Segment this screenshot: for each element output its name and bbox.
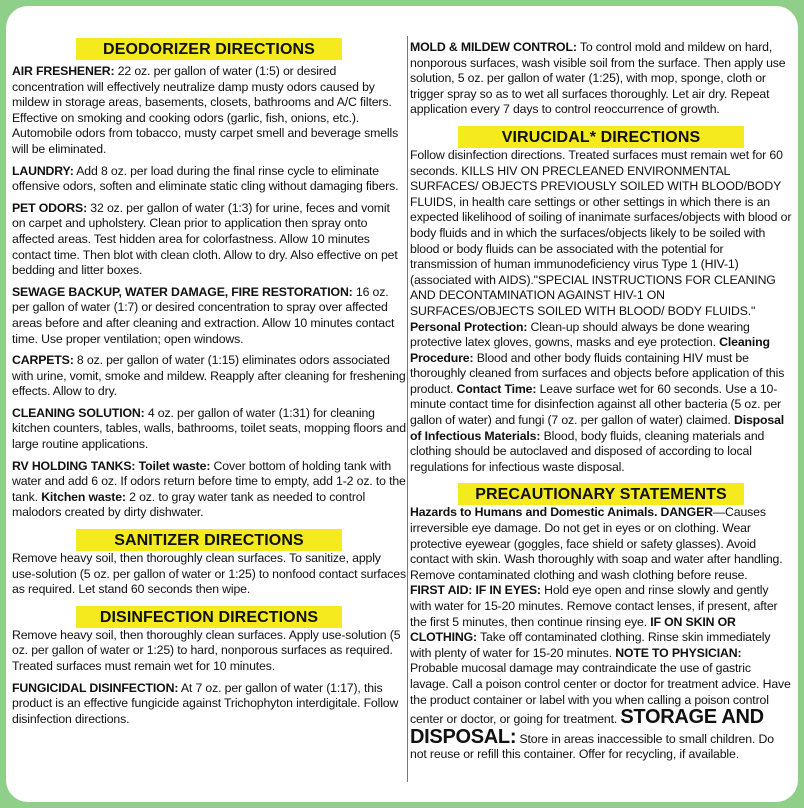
mold-mildew-label: MOLD & MILDEW CONTROL: xyxy=(410,40,577,54)
sewage-text: 16 oz. per gallon of water (1:7) or desired concentration to spray over affected areas before and after cleaning and extraction. Allow 10 minutes contact time. Use proper ventilation; open windows. xyxy=(12,284,395,346)
rv-kitchen-text: 2 oz. to gray water tank as needed to control malodors created by dirty dishwater. xyxy=(12,489,366,520)
first-aid-label: FIRST AID: IF IN EYES: xyxy=(410,583,541,598)
laundry-label: LAUNDRY: xyxy=(12,163,74,178)
contact-time-label: Contact Time: xyxy=(456,381,537,396)
cleaning-solution-paragraph xyxy=(12,406,406,453)
laundry-paragraph xyxy=(12,164,406,195)
sewage-label: SEWAGE BACKUP, WATER DAMAGE, FIRE RESTORATION: xyxy=(12,284,353,299)
contact-time-text: Leave surface wet for 60 seconds. Use a 10-minute contact time for disinfection against all other bacteria (5 oz. per gallon of water) and fungi (7 oz. per gallon of water) claimed. xyxy=(410,381,781,428)
disposal-label: Disposal of Infectious Materials: xyxy=(410,413,785,443)
left-column xyxy=(12,6,406,802)
cleaning-solution-text: 4 oz. per gallon of water (1:31) for cleaning kitchen counters, tables, walls, bathrooms, toilet seats, mopping floors and large routine applications. xyxy=(12,405,406,452)
precautionary-paragraph xyxy=(410,505,792,583)
rv-tanks-text: Cover bottom of holding tank with water and add 6 oz. If odors return before time to empty, add 1-2 oz. to the tank. xyxy=(12,458,406,504)
disinfection-paragraph: Remove heavy soil, then thoroughly clean surfaces. Apply use-solution (5 oz. per gallon of water or 1:25) to hard, nonporous surfaces as required. Treated surfaces must remain wet for 10 minutes. xyxy=(12,627,401,673)
sanitizer-paragraph: Remove heavy soil, then thoroughly clean surfaces. To sanitize, apply use-solution (5 oz. per gallon of water or 1:25) to nonfood contact surfaces as required. Let stand 60 seconds then wipe. xyxy=(12,551,406,597)
disinfection-header: DISINFECTION DIRECTIONS xyxy=(76,606,342,628)
air-freshener-paragraph xyxy=(12,64,406,158)
hazards-label: Hazards to Humans and Domestic Animals. DANGER xyxy=(410,505,713,520)
rv-tanks-label: RV HOLDING TANKS: Toilet waste: xyxy=(12,458,211,473)
laundry-text: Add 8 oz. per load during the final rinse cycle to eliminate offensive odors, soften and eliminate static cling without damaging fibers. xyxy=(12,163,399,194)
carpets-text: 8 oz. per gallon of water (1:15) eliminates odors associated with urine, vomit, smoke and mildew. Reapply after cleaning for freshening effects. Allow to dry. xyxy=(12,353,406,399)
precautionary-header: PRECAUTIONARY STATEMENTS xyxy=(458,483,744,505)
personal-protection-label: Personal Protection: xyxy=(410,319,528,334)
physician-text: Probable mucosal damage may contraindicate the use of gastric lavage. Call a poison control center or doctor for treatment advice. Have the product container or label with you when calling a poison control center or doctor, or going for treatment. xyxy=(410,661,791,727)
storage-disposal-label: STORAGE AND DISPOSAL: xyxy=(410,706,764,748)
cleaning-procedure-label: Cleaning Procedure: xyxy=(410,335,770,365)
carpets-paragraph xyxy=(12,353,406,400)
air-freshener-label: AIR FRESHENER: xyxy=(12,64,115,78)
virucidal-header: VIRUCIDAL* DIRECTIONS xyxy=(458,126,744,148)
rv-tanks-paragraph xyxy=(12,459,406,521)
pet-odors-text: 32 oz. per gallon of water (1:3) for urine, feces and vomit on carpet and upholstery. Clean prior to application then spray onto affected areas. Test hidden area for colorfastness. Allow 10 minutes contact time. Then blot with clean cloth. Allow to dry. Also effective on pet bedding and litter boxes. xyxy=(12,200,398,278)
disposal-text: Blood, body fluids, cleaning materials and clothing should be autoclaved and disposed of according to local regulations for infectious waste disposal. xyxy=(410,428,765,474)
fungicidal-text: At 7 oz. per gallon of water (1:17), this product is an effective fungicide against Trichophyton interdigitale. Follow disinfection directions. xyxy=(12,680,399,726)
virucidal-text: Follow disinfection directions. Treated surfaces must remain wet for 60 seconds. KILLS HIV ON PRECLEANED ENVIRONMENTAL SURFACES/ OBJECTS PREVIOUSLY SOILED WITH BLOOD/BODY FLUIDS, in health care settings or other settings in which there is an expected likelihood of soiling of inanimate surfaces/objects with blood or body fluids and in which the surfaces/objects likely to be soiled with blood or body fluids can be associated with the potential for transmission of human immunodeficiency virus Type 1 (HIV-1)(associated with AIDS)."SPECIAL INSTRUCTIONS FOR CLEANING AND DECONTAMINATION AGAINST HIV-1 ON SURFACES/OBJECTS SOILED WITH BLOOD/ BODY FLUIDS." xyxy=(410,147,792,318)
cleaning-procedure-text: Blood and other body fluids containing HIV must be thoroughly cleaned from surfaces and objects before application of this product. xyxy=(410,350,785,396)
personal-protection-text: Clean-up should always be done wearing protective latex gloves, gowns, masks and eye protection. xyxy=(410,319,750,350)
mold-mildew-paragraph xyxy=(410,40,792,118)
rv-kitchen-label: Kitchen waste: xyxy=(41,489,126,504)
carpets-label: CARPETS: xyxy=(12,353,74,368)
physician-label: NOTE TO PHYSICIAN: xyxy=(615,645,742,660)
sewage-paragraph xyxy=(12,285,406,347)
label-panel xyxy=(6,6,798,802)
virucidal-paragraph xyxy=(410,148,792,475)
first-aid-text: Hold eye open and rinse slowly and gently with water for 15-20 minutes. Remove contact lenses, if present, after the first 5 minutes, then continue rinsing eye. xyxy=(410,583,778,629)
first-aid-paragraph xyxy=(410,583,792,763)
storage-disposal-text: Store in areas inaccessible to small children. Do not reuse or refill this container. Offer for recycling, if available. xyxy=(410,731,774,762)
skin-label: IF ON SKIN OR CLOTHING: xyxy=(410,614,736,645)
skin-text: Take off contaminated clothing. Rinse skin immediately with plenty of water for 15-20 minutes. xyxy=(410,630,771,660)
air-freshener-text: 22 oz. per gallon of water (1:5) or desired concentration will effectively neutralize damp musty odors caused by mildew in storage areas, basements, closets, bathrooms and A/C filters. Effective on smoking and cooking odors (garlic, fish, onions, etc.). Automobile odors from tobacco, musty carpet smell and beverage smells will be eliminated. xyxy=(12,64,399,156)
deodorizer-header: DEODORIZER DIRECTIONS xyxy=(76,38,342,60)
hazards-text: —Causes irreversible eye damage. Do not get in eyes or on clothing. Wear protective eyewear (goggles, face shield or safety glasses). Avoid contact with skin. Wash thoroughly with soap and water after handling. Remove contaminated clothing and wash clothing before reuse. xyxy=(410,505,783,582)
fungicidal-label: FUNGICIDAL DISINFECTION: xyxy=(12,680,179,695)
column-divider xyxy=(407,36,408,782)
pet-odors-label: PET ODORS: xyxy=(12,200,88,215)
cleaning-solution-label: CLEANING SOLUTION: xyxy=(12,405,145,420)
sanitizer-header: SANITIZER DIRECTIONS xyxy=(76,529,342,551)
mold-mildew-text: To control mold and mildew on hard, nonporous surfaces, wash visible soil from the surface. Then apply use solution, 5 oz. per gallon of water (1:25), with mop, sponge, cloth or trigger spray so as to wet all surfaces thoroughly. Let air dry. Repeat application every 7 days to control reoccurrence of growth. xyxy=(410,40,786,117)
right-column xyxy=(410,6,792,802)
pet-odors-paragraph xyxy=(12,201,406,279)
fungicidal-paragraph xyxy=(12,681,406,728)
